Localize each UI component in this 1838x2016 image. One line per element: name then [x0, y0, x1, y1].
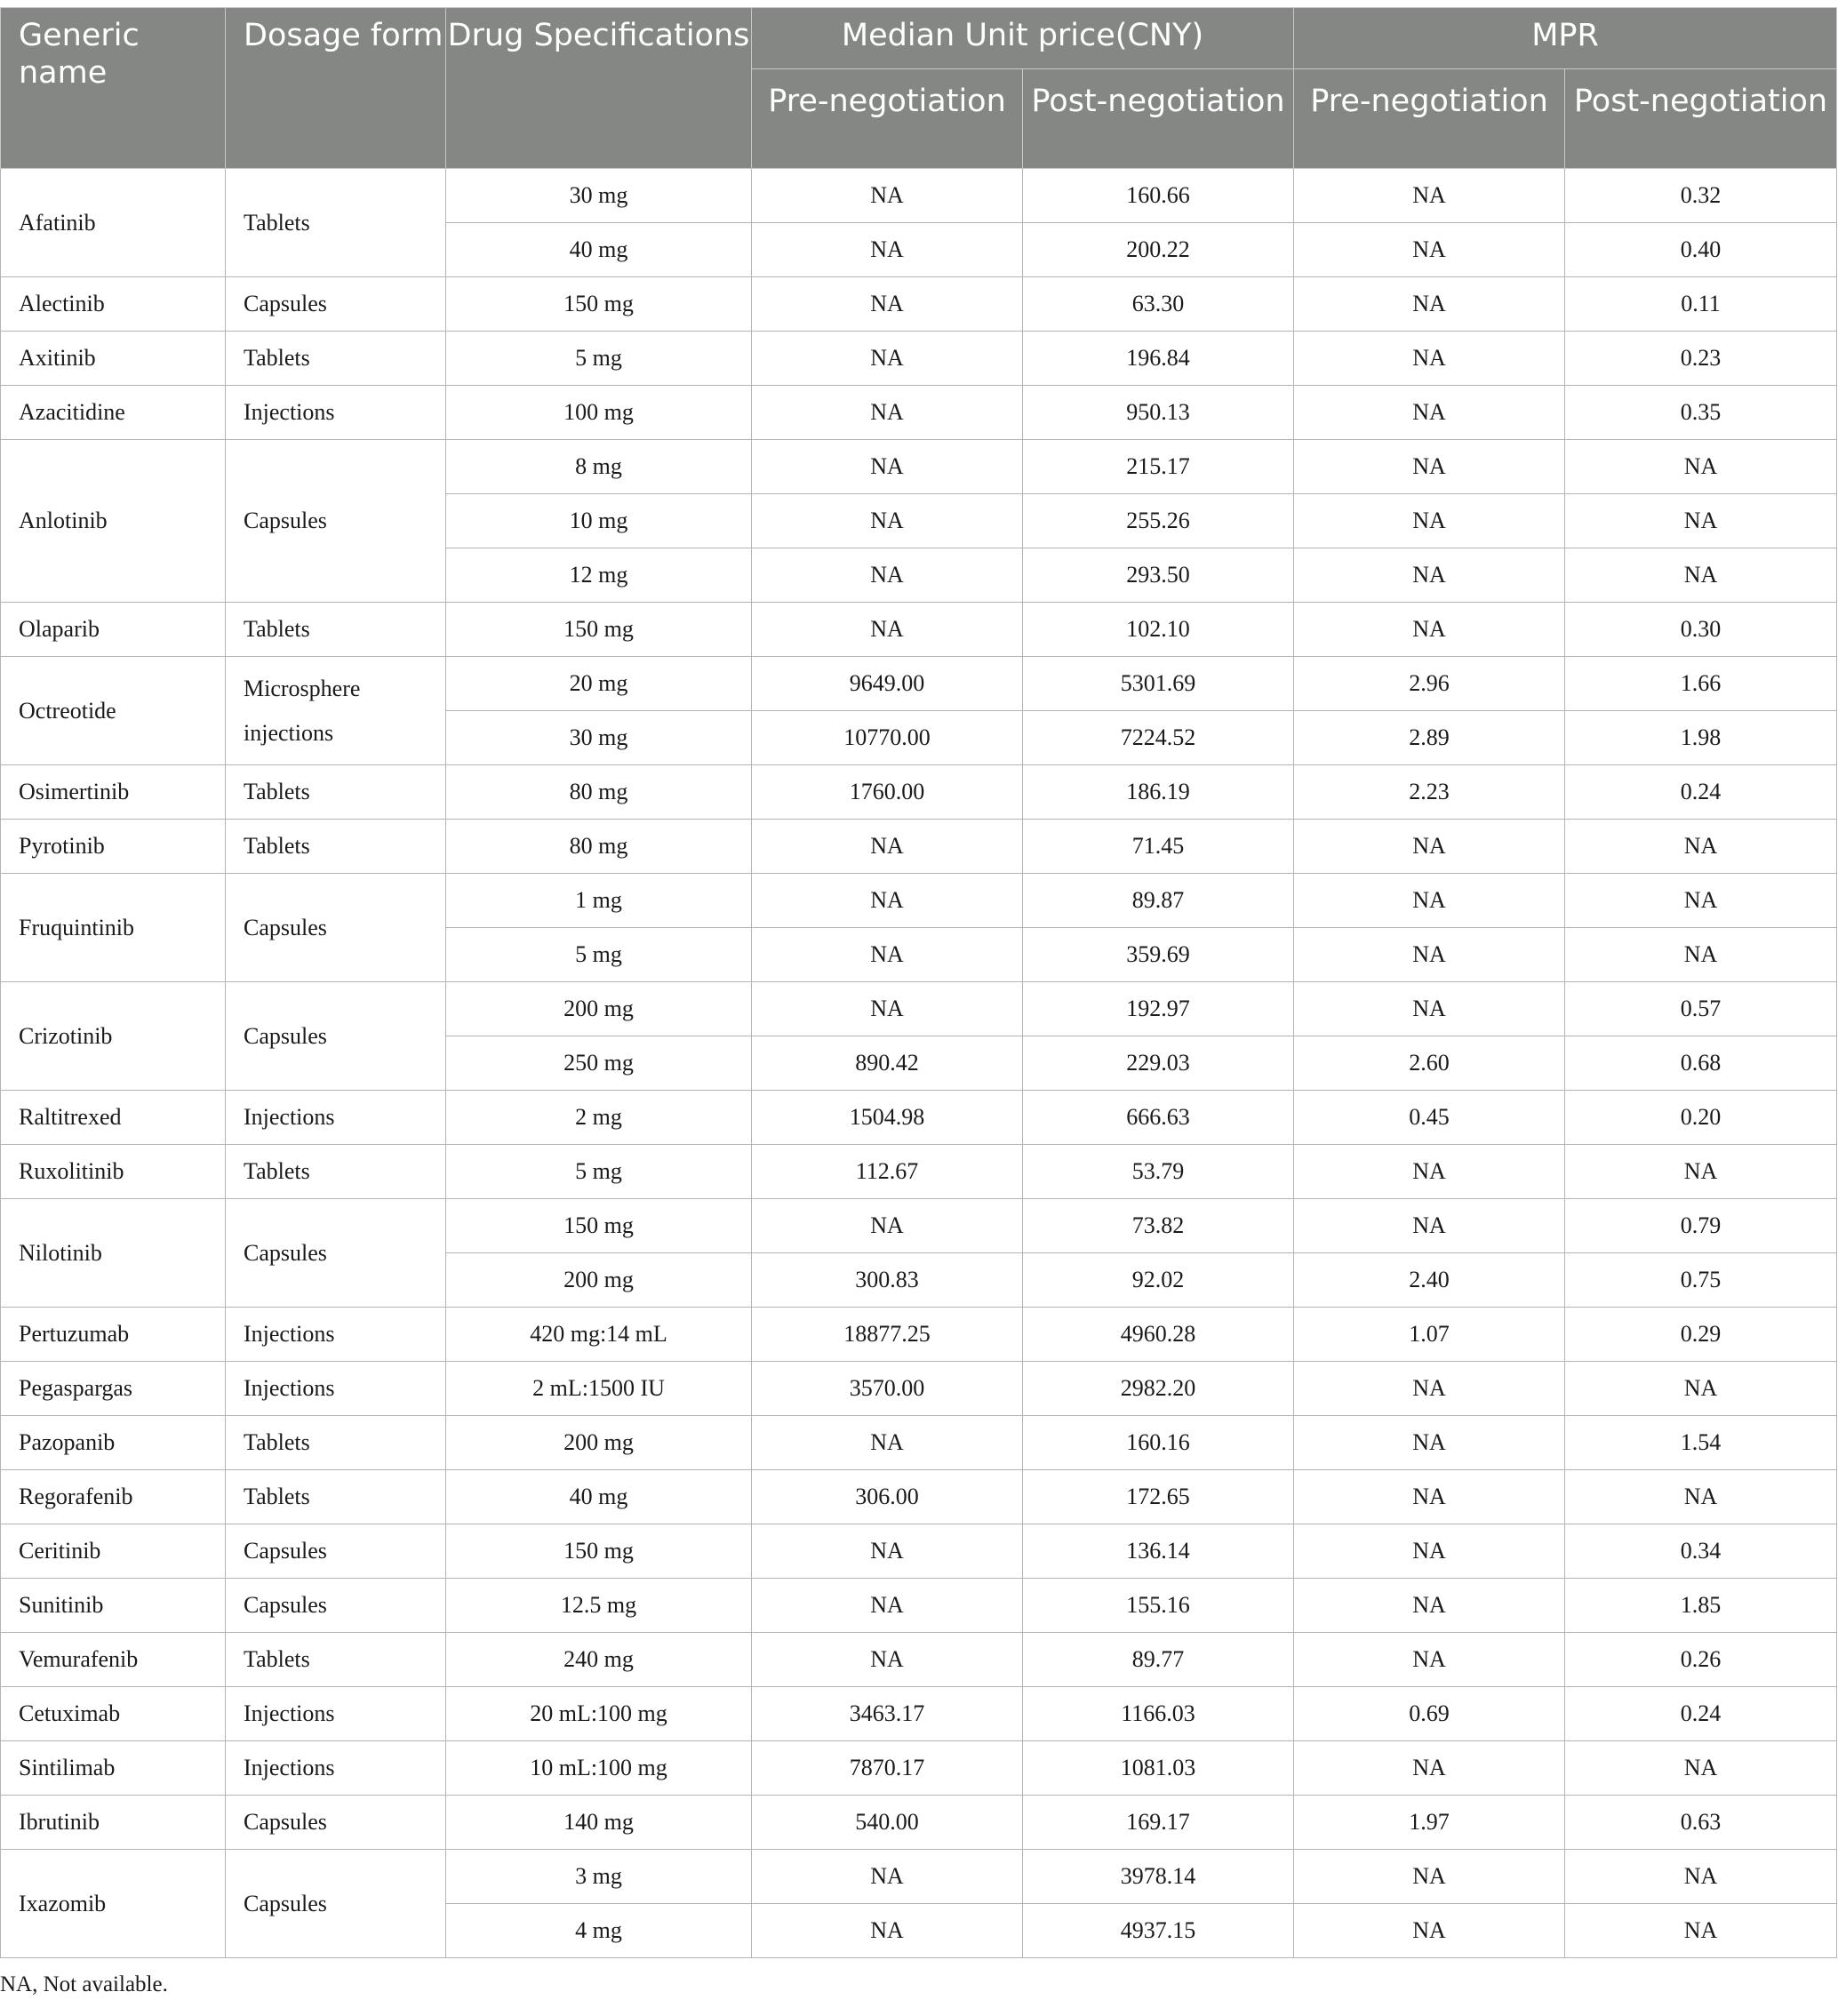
spec-cell: 40 mg: [446, 1470, 752, 1524]
pre-price-cell: NA: [752, 820, 1023, 874]
spec-cell: 80 mg: [446, 765, 752, 820]
pre-price-cell: 3463.17: [752, 1687, 1023, 1741]
dosage-form-cell: Capsules: [226, 1850, 446, 1958]
spec-cell: 30 mg: [446, 169, 752, 223]
table-row: [1, 1796, 1837, 1850]
dosage-form-cell: Capsules: [226, 440, 446, 603]
post-price-cell: 950.13: [1023, 386, 1294, 440]
post-price-cell: 192.97: [1023, 982, 1294, 1036]
pre-mpr-cell: NA: [1294, 1416, 1565, 1470]
spec-cell: 80 mg: [446, 820, 752, 874]
post-mpr-cell: NA: [1565, 1850, 1837, 1904]
spec-cell: 140 mg: [446, 1796, 752, 1850]
table-row: [1, 1145, 1837, 1199]
table-row: [1, 277, 1837, 332]
dosage-form-cell: Injections: [226, 1741, 446, 1796]
spec-cell: 5 mg: [446, 928, 752, 982]
spec-cell: 30 mg: [446, 711, 752, 765]
post-mpr-cell: NA: [1565, 1145, 1837, 1199]
pre-mpr-cell: NA: [1294, 223, 1565, 277]
post-price-cell: 63.30: [1023, 277, 1294, 332]
pre-mpr-cell: NA: [1294, 1850, 1565, 1904]
pre-mpr-cell: NA: [1294, 1362, 1565, 1416]
generic-name-cell: Octreotide: [1, 657, 226, 765]
pre-price-cell: NA: [752, 277, 1023, 332]
post-mpr-cell: 0.29: [1565, 1308, 1837, 1362]
spec-cell: 4 mg: [446, 1904, 752, 1958]
header-mpr-pre-negotiation: Pre-negotiation: [1294, 69, 1565, 169]
dosage-form-cell: Capsules: [226, 1796, 446, 1850]
generic-name-cell: Osimertinib: [1, 765, 226, 820]
header-price-pre-negotiation: Pre-negotiation: [752, 69, 1023, 169]
spec-cell: 1 mg: [446, 874, 752, 928]
pre-price-cell: 306.00: [752, 1470, 1023, 1524]
spec-cell: 12 mg: [446, 548, 752, 603]
table-row: [1, 1633, 1837, 1687]
table-row: [1, 386, 1837, 440]
table-row: [1, 1687, 1837, 1741]
dosage-form-cell: Tablets: [226, 1633, 446, 1687]
pre-price-cell: NA: [752, 1199, 1023, 1253]
spec-cell: 240 mg: [446, 1633, 752, 1687]
dosage-form-cell: Capsules: [226, 982, 446, 1091]
pre-mpr-cell: NA: [1294, 169, 1565, 223]
generic-name-cell: Nilotinib: [1, 1199, 226, 1308]
post-mpr-cell: 0.24: [1565, 765, 1837, 820]
post-mpr-cell: 0.20: [1565, 1091, 1837, 1145]
pre-price-cell: NA: [752, 223, 1023, 277]
dosage-form-cell: Tablets: [226, 765, 446, 820]
spec-cell: 20 mg: [446, 657, 752, 711]
post-price-cell: 136.14: [1023, 1524, 1294, 1579]
table-header: [1, 8, 1837, 169]
table-row: [1, 1199, 1837, 1253]
post-mpr-cell: 0.68: [1565, 1036, 1837, 1091]
generic-name-cell: Cetuximab: [1, 1687, 226, 1741]
pre-mpr-cell: NA: [1294, 1524, 1565, 1579]
post-mpr-cell: 0.24: [1565, 1687, 1837, 1741]
table-row: [1, 1741, 1837, 1796]
header-mpr: MPR: [1294, 8, 1837, 69]
pre-mpr-cell: 2.89: [1294, 711, 1565, 765]
generic-name-cell: Sunitinib: [1, 1579, 226, 1633]
pre-mpr-cell: NA: [1294, 548, 1565, 603]
pre-price-cell: NA: [752, 982, 1023, 1036]
spec-cell: 40 mg: [446, 223, 752, 277]
pre-price-cell: 890.42: [752, 1036, 1023, 1091]
spec-cell: 100 mg: [446, 386, 752, 440]
dosage-form-cell: Tablets: [226, 1145, 446, 1199]
pre-price-cell: NA: [752, 440, 1023, 494]
spec-cell: 3 mg: [446, 1850, 752, 1904]
spec-cell: 150 mg: [446, 1199, 752, 1253]
spec-cell: 420 mg:14 mL: [446, 1308, 752, 1362]
post-price-cell: 4937.15: [1023, 1904, 1294, 1958]
generic-name-cell: Pyrotinib: [1, 820, 226, 874]
post-price-cell: 7224.52: [1023, 711, 1294, 765]
table-row: [1, 1850, 1837, 1904]
spec-cell: 10 mL:100 mg: [446, 1741, 752, 1796]
dosage-form-cell: Injections: [226, 1091, 446, 1145]
generic-name-cell: Pertuzumab: [1, 1308, 226, 1362]
pre-price-cell: NA: [752, 1633, 1023, 1687]
post-mpr-cell: NA: [1565, 1470, 1837, 1524]
pre-price-cell: NA: [752, 332, 1023, 386]
table-row: [1, 1091, 1837, 1145]
spec-cell: 2 mL:1500 IU: [446, 1362, 752, 1416]
table-row: [1, 657, 1837, 711]
dosage-form-cell: Capsules: [226, 1579, 446, 1633]
table-row: [1, 440, 1837, 494]
pre-mpr-cell: 1.97: [1294, 1796, 1565, 1850]
header-mpr-post-negotiation: Post-negotiation: [1565, 69, 1837, 169]
spec-cell: 2 mg: [446, 1091, 752, 1145]
post-price-cell: 5301.69: [1023, 657, 1294, 711]
table-row: [1, 1362, 1837, 1416]
post-price-cell: 229.03: [1023, 1036, 1294, 1091]
spec-cell: 8 mg: [446, 440, 752, 494]
post-mpr-cell: 0.63: [1565, 1796, 1837, 1850]
post-mpr-cell: 0.32: [1565, 169, 1837, 223]
post-price-cell: 3978.14: [1023, 1850, 1294, 1904]
post-mpr-cell: NA: [1565, 494, 1837, 548]
post-price-cell: 196.84: [1023, 332, 1294, 386]
pre-mpr-cell: 2.96: [1294, 657, 1565, 711]
generic-name-cell: Ruxolitinib: [1, 1145, 226, 1199]
table-body: [1, 169, 1837, 1958]
post-mpr-cell: 0.23: [1565, 332, 1837, 386]
pre-mpr-cell: 0.45: [1294, 1091, 1565, 1145]
pre-price-cell: NA: [752, 1850, 1023, 1904]
pre-mpr-cell: NA: [1294, 603, 1565, 657]
post-price-cell: 71.45: [1023, 820, 1294, 874]
post-price-cell: 200.22: [1023, 223, 1294, 277]
post-mpr-cell: 0.26: [1565, 1633, 1837, 1687]
pre-mpr-cell: NA: [1294, 1741, 1565, 1796]
generic-name-cell: Fruquintinib: [1, 874, 226, 982]
pre-price-cell: 3570.00: [752, 1362, 1023, 1416]
table-row: [1, 332, 1837, 386]
generic-name-cell: Anlotinib: [1, 440, 226, 603]
pre-price-cell: NA: [752, 928, 1023, 982]
pre-price-cell: NA: [752, 169, 1023, 223]
pre-mpr-cell: 1.07: [1294, 1308, 1565, 1362]
post-mpr-cell: NA: [1565, 548, 1837, 603]
post-price-cell: 4960.28: [1023, 1308, 1294, 1362]
post-mpr-cell: NA: [1565, 820, 1837, 874]
header-price-post-negotiation: Post-negotiation: [1023, 69, 1294, 169]
header-median-unit-price: Median Unit price(CNY): [752, 8, 1294, 69]
pre-mpr-cell: 2.23: [1294, 765, 1565, 820]
pre-price-cell: 1760.00: [752, 765, 1023, 820]
pre-price-cell: NA: [752, 874, 1023, 928]
post-price-cell: 215.17: [1023, 440, 1294, 494]
spec-cell: 5 mg: [446, 1145, 752, 1199]
pre-mpr-cell: NA: [1294, 874, 1565, 928]
pre-mpr-cell: 2.60: [1294, 1036, 1565, 1091]
generic-name-cell: Ixazomib: [1, 1850, 226, 1958]
header-generic-name: Generic name: [1, 8, 226, 169]
pre-mpr-cell: NA: [1294, 928, 1565, 982]
pre-mpr-cell: NA: [1294, 1145, 1565, 1199]
table-row: [1, 1470, 1837, 1524]
post-price-cell: 293.50: [1023, 548, 1294, 603]
generic-name-cell: Regorafenib: [1, 1470, 226, 1524]
dosage-form-cell: Capsules: [226, 277, 446, 332]
pre-price-cell: 1504.98: [752, 1091, 1023, 1145]
dosage-form-cell: Tablets: [226, 1470, 446, 1524]
pre-mpr-cell: NA: [1294, 1199, 1565, 1253]
spec-cell: 150 mg: [446, 603, 752, 657]
post-mpr-cell: 0.57: [1565, 982, 1837, 1036]
spec-cell: 150 mg: [446, 1524, 752, 1579]
post-mpr-cell: 1.85: [1565, 1579, 1837, 1633]
post-price-cell: 169.17: [1023, 1796, 1294, 1850]
table-row: [1, 1579, 1837, 1633]
pre-mpr-cell: NA: [1294, 440, 1565, 494]
pre-price-cell: NA: [752, 603, 1023, 657]
pre-mpr-cell: NA: [1294, 1904, 1565, 1958]
pre-price-cell: NA: [752, 548, 1023, 603]
pre-mpr-cell: NA: [1294, 332, 1565, 386]
generic-name-cell: Olaparib: [1, 603, 226, 657]
table-footnote: NA, Not available.: [0, 1972, 168, 1996]
post-price-cell: 1166.03: [1023, 1687, 1294, 1741]
post-price-cell: 53.79: [1023, 1145, 1294, 1199]
spec-cell: 200 mg: [446, 982, 752, 1036]
dosage-form-cell: Capsules: [226, 1199, 446, 1308]
post-mpr-cell: 1.66: [1565, 657, 1837, 711]
post-price-cell: 666.63: [1023, 1091, 1294, 1145]
post-price-cell: 73.82: [1023, 1199, 1294, 1253]
post-mpr-cell: 0.40: [1565, 223, 1837, 277]
spec-cell: 250 mg: [446, 1036, 752, 1091]
spec-cell: 200 mg: [446, 1416, 752, 1470]
drug-price-table: [0, 7, 1837, 1958]
post-price-cell: 359.69: [1023, 928, 1294, 982]
table-container: [0, 7, 1838, 1997]
post-price-cell: 255.26: [1023, 494, 1294, 548]
dosage-form-cell: Injections: [226, 1687, 446, 1741]
spec-cell: 10 mg: [446, 494, 752, 548]
post-mpr-cell: 1.54: [1565, 1416, 1837, 1470]
generic-name-cell: Azacitidine: [1, 386, 226, 440]
pre-price-cell: 7870.17: [752, 1741, 1023, 1796]
dosage-form-cell: Tablets: [226, 332, 446, 386]
pre-mpr-cell: NA: [1294, 386, 1565, 440]
post-mpr-cell: NA: [1565, 1741, 1837, 1796]
pre-mpr-cell: NA: [1294, 494, 1565, 548]
table-row: [1, 603, 1837, 657]
table-row: [1, 982, 1837, 1036]
generic-name-cell: Afatinib: [1, 169, 226, 277]
spec-cell: 150 mg: [446, 277, 752, 332]
post-mpr-cell: 0.30: [1565, 603, 1837, 657]
post-mpr-cell: 0.75: [1565, 1253, 1837, 1308]
post-price-cell: 92.02: [1023, 1253, 1294, 1308]
post-mpr-cell: NA: [1565, 1362, 1837, 1416]
spec-cell: 5 mg: [446, 332, 752, 386]
generic-name-cell: Alectinib: [1, 277, 226, 332]
table-row: [1, 765, 1837, 820]
spec-cell: 20 mL:100 mg: [446, 1687, 752, 1741]
pre-price-cell: 112.67: [752, 1145, 1023, 1199]
post-price-cell: 172.65: [1023, 1470, 1294, 1524]
table-row: [1, 1416, 1837, 1470]
table-row: [1, 820, 1837, 874]
post-mpr-cell: NA: [1565, 1904, 1837, 1958]
dosage-form-cell: Capsules: [226, 874, 446, 982]
post-mpr-cell: NA: [1565, 928, 1837, 982]
post-mpr-cell: 0.34: [1565, 1524, 1837, 1579]
pre-price-cell: NA: [752, 1579, 1023, 1633]
post-price-cell: 89.77: [1023, 1633, 1294, 1687]
dosage-form-cell: Injections: [226, 1308, 446, 1362]
spec-cell: 200 mg: [446, 1253, 752, 1308]
table-row: [1, 1524, 1837, 1579]
dosage-form-cell: Microsphere injections: [226, 657, 446, 765]
pre-price-cell: NA: [752, 1524, 1023, 1579]
pre-mpr-cell: 2.40: [1294, 1253, 1565, 1308]
dosage-form-cell: Tablets: [226, 603, 446, 657]
pre-mpr-cell: 0.69: [1294, 1687, 1565, 1741]
pre-mpr-cell: NA: [1294, 277, 1565, 332]
pre-mpr-cell: NA: [1294, 1633, 1565, 1687]
dosage-form-cell: Capsules: [226, 1524, 446, 1579]
pre-price-cell: 10770.00: [752, 711, 1023, 765]
dosage-form-cell: Tablets: [226, 169, 446, 277]
header-dosage-form: Dosage form: [226, 8, 446, 169]
pre-price-cell: NA: [752, 386, 1023, 440]
pre-price-cell: 540.00: [752, 1796, 1023, 1850]
generic-name-cell: Sintilimab: [1, 1741, 226, 1796]
generic-name-cell: Vemurafenib: [1, 1633, 226, 1687]
pre-price-cell: NA: [752, 494, 1023, 548]
post-mpr-cell: NA: [1565, 874, 1837, 928]
generic-name-cell: Pegaspargas: [1, 1362, 226, 1416]
dosage-form-cell: Injections: [226, 386, 446, 440]
post-mpr-cell: 0.35: [1565, 386, 1837, 440]
post-price-cell: 155.16: [1023, 1579, 1294, 1633]
post-mpr-cell: NA: [1565, 440, 1837, 494]
dosage-form-cell: Injections: [226, 1362, 446, 1416]
generic-name-cell: Crizotinib: [1, 982, 226, 1091]
pre-price-cell: 9649.00: [752, 657, 1023, 711]
post-price-cell: 102.10: [1023, 603, 1294, 657]
pre-price-cell: NA: [752, 1904, 1023, 1958]
post-price-cell: 2982.20: [1023, 1362, 1294, 1416]
pre-price-cell: 300.83: [752, 1253, 1023, 1308]
pre-mpr-cell: NA: [1294, 1579, 1565, 1633]
post-price-cell: 160.66: [1023, 169, 1294, 223]
pre-mpr-cell: NA: [1294, 1470, 1565, 1524]
post-price-cell: 89.87: [1023, 874, 1294, 928]
post-price-cell: 1081.03: [1023, 1741, 1294, 1796]
spec-cell: 12.5 mg: [446, 1579, 752, 1633]
table-row: [1, 1308, 1837, 1362]
generic-name-cell: Axitinib: [1, 332, 226, 386]
dosage-form-cell: Tablets: [226, 820, 446, 874]
generic-name-cell: Pazopanib: [1, 1416, 226, 1470]
pre-price-cell: 18877.25: [752, 1308, 1023, 1362]
generic-name-cell: Ibrutinib: [1, 1796, 226, 1850]
post-mpr-cell: 0.11: [1565, 277, 1837, 332]
table-row: [1, 169, 1837, 223]
table-row: [1, 874, 1837, 928]
pre-price-cell: NA: [752, 1416, 1023, 1470]
post-price-cell: 160.16: [1023, 1416, 1294, 1470]
pre-mpr-cell: NA: [1294, 820, 1565, 874]
post-mpr-cell: 0.79: [1565, 1199, 1837, 1253]
dosage-form-cell: Tablets: [226, 1416, 446, 1470]
generic-name-cell: Raltitrexed: [1, 1091, 226, 1145]
post-price-cell: 186.19: [1023, 765, 1294, 820]
post-mpr-cell: 1.98: [1565, 711, 1837, 765]
generic-name-cell: Ceritinib: [1, 1524, 226, 1579]
header-drug-specifications: Drug Specifications: [446, 8, 752, 169]
pre-mpr-cell: NA: [1294, 982, 1565, 1036]
